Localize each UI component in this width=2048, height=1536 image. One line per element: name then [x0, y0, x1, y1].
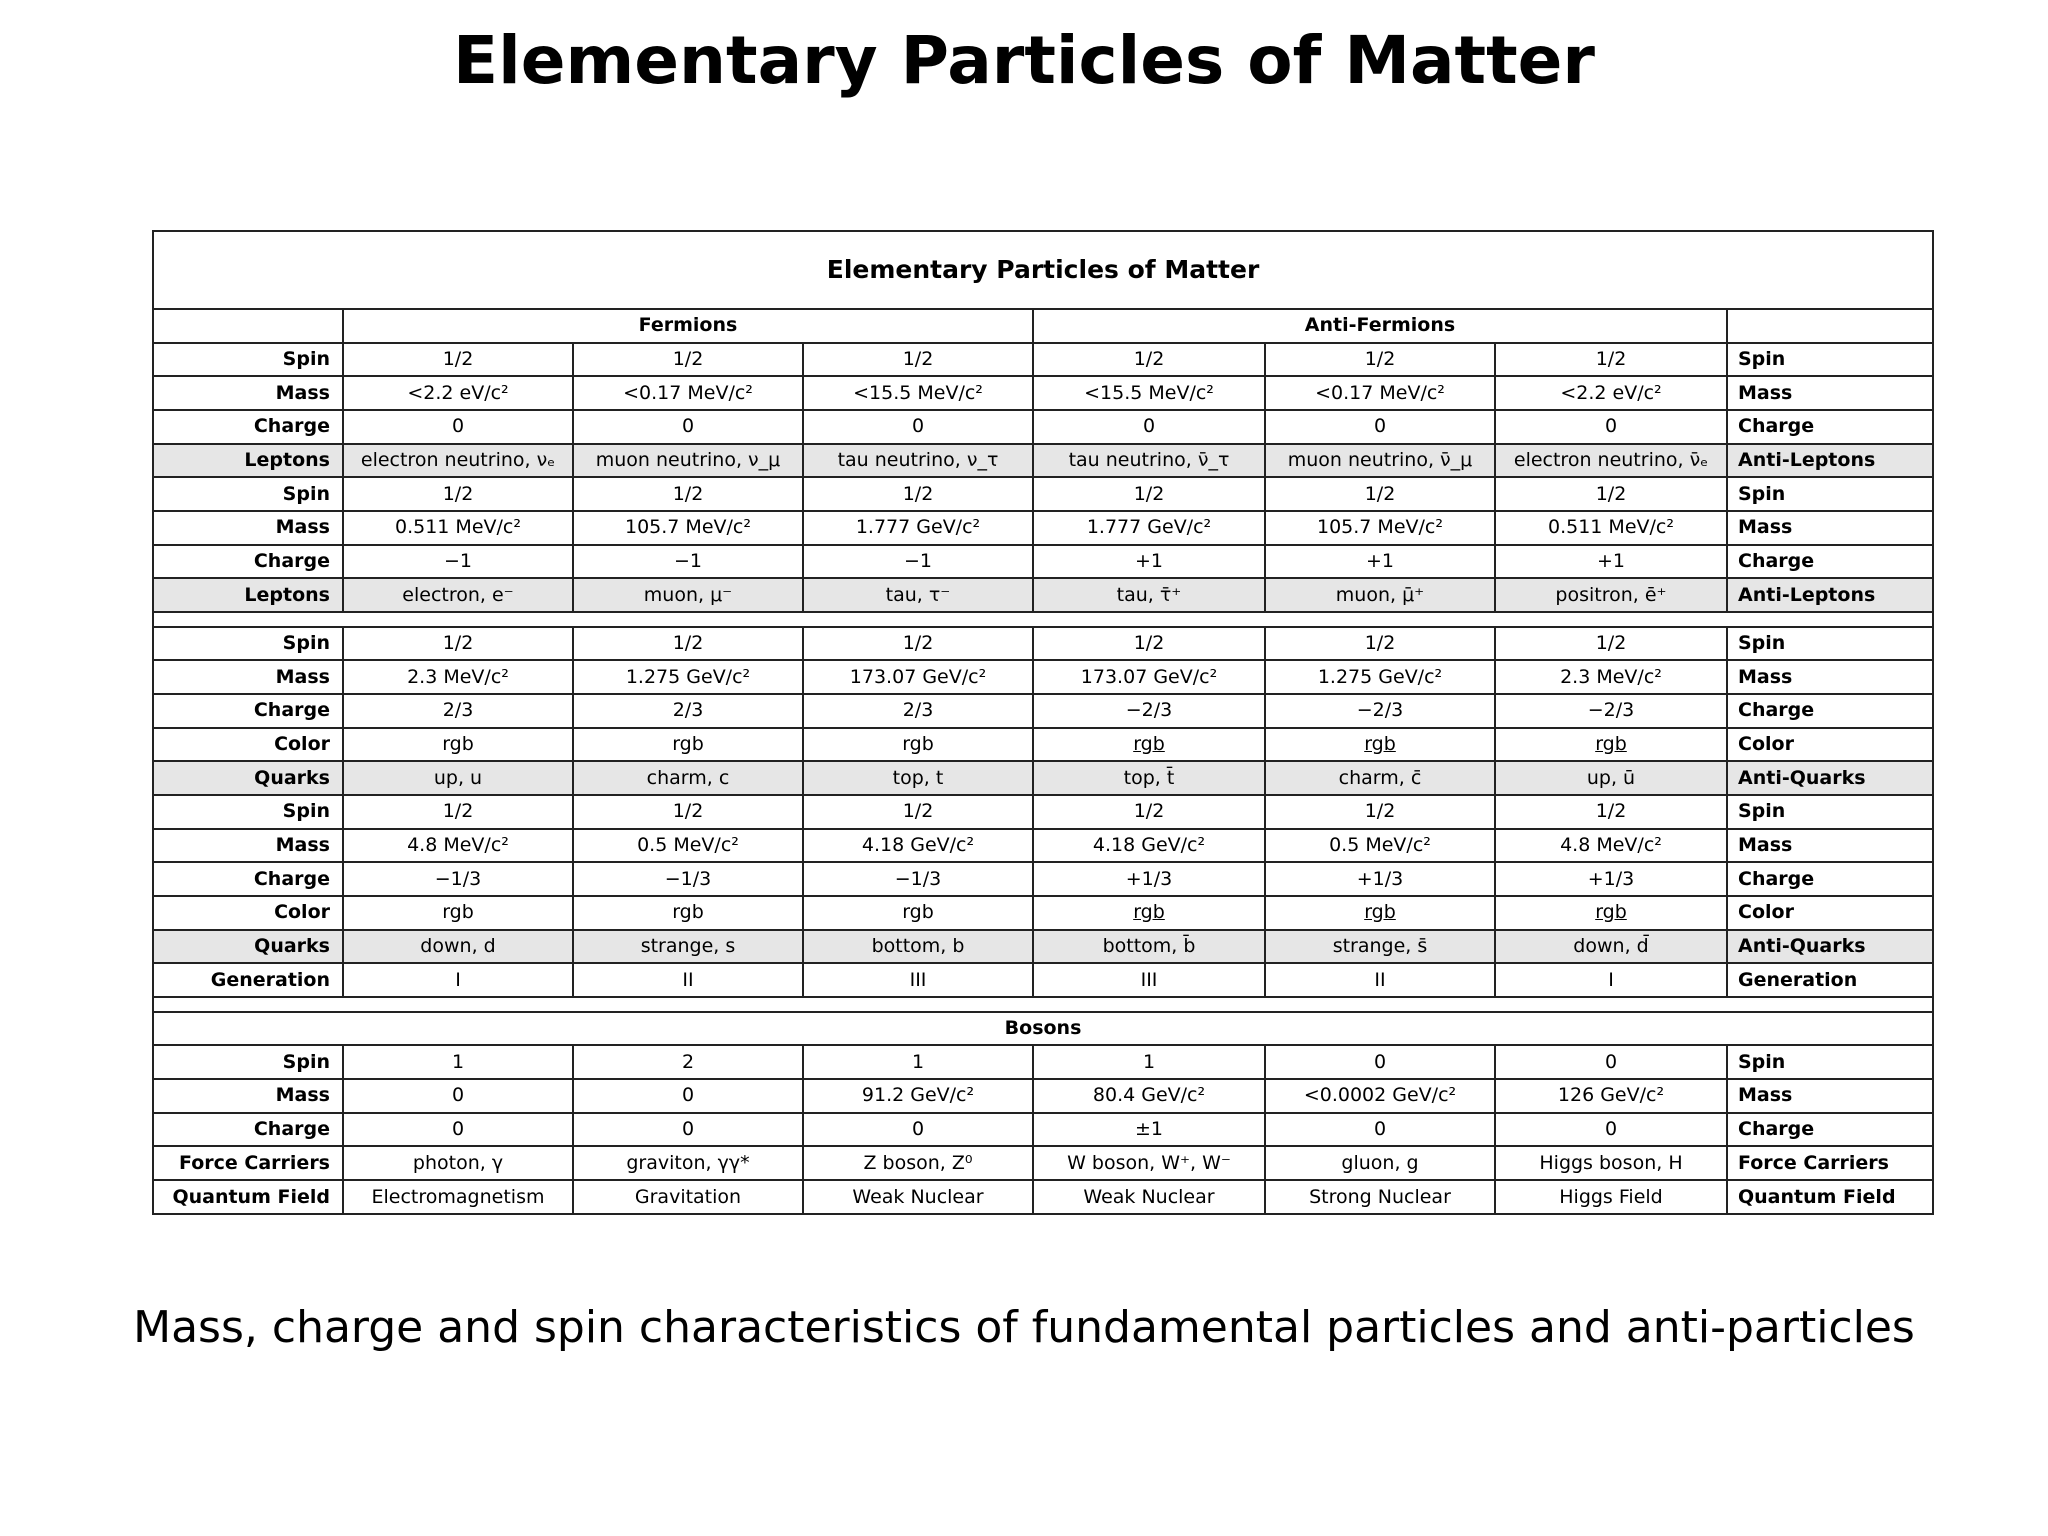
- table-cell: tau, τ⁻: [803, 578, 1033, 612]
- table-cell: 0: [343, 410, 573, 444]
- table-cell: −1: [573, 545, 803, 579]
- table-title: Elementary Particles of Matter: [153, 231, 1933, 309]
- gap-cell: [153, 997, 1933, 1012]
- table-cell: <2.2 eV/c²: [1495, 376, 1727, 410]
- table-cell: bottom, b: [803, 930, 1033, 964]
- table-cell: 1/2: [573, 795, 803, 829]
- table-cell: gluon, g: [1265, 1146, 1495, 1180]
- table-cell: 0: [1495, 1045, 1727, 1079]
- table-cell: muon, μ⁻: [573, 578, 803, 612]
- table-cell: −1/3: [343, 862, 573, 896]
- table-cell: 1/2: [1033, 795, 1265, 829]
- table-cell: 105.7 MeV/c²: [573, 511, 803, 545]
- row-label-left: Spin: [153, 795, 343, 829]
- table-cell: Strong Nuclear: [1265, 1180, 1495, 1214]
- table-cell: rgb: [343, 728, 573, 762]
- table-cell: <0.17 MeV/c²: [1265, 376, 1495, 410]
- table-cell: 1/2: [1265, 477, 1495, 511]
- table-cell: rgb: [1265, 896, 1495, 930]
- table-cell: +1/3: [1495, 862, 1727, 896]
- row-label-right: Quantum Field: [1727, 1180, 1933, 1214]
- particle-table: [152, 230, 1934, 1215]
- table-cell: rgb: [573, 896, 803, 930]
- table-cell: photon, γ: [343, 1146, 573, 1180]
- table-cell: muon neutrino, ν_μ: [573, 444, 803, 478]
- table-cell: 1/2: [343, 627, 573, 661]
- row-label-right: Spin: [1727, 343, 1933, 377]
- table-cell: 4.18 GeV/c²: [803, 829, 1033, 863]
- table-cell: 80.4 GeV/c²: [1033, 1079, 1265, 1113]
- table-cell: 1/2: [1033, 477, 1265, 511]
- table-cell: 1/2: [1265, 627, 1495, 661]
- table-cell: rgb: [343, 896, 573, 930]
- table-cell: 0.5 MeV/c²: [573, 829, 803, 863]
- table-cell: muon neutrino, ν̄_μ: [1265, 444, 1495, 478]
- table-row: [153, 829, 1933, 863]
- table-cell: +1: [1033, 545, 1265, 579]
- table-cell: 2.3 MeV/c²: [343, 660, 573, 694]
- table-cell: −1: [343, 545, 573, 579]
- table-cell: 1.777 GeV/c²: [1033, 511, 1265, 545]
- row-label-right: Charge: [1727, 694, 1933, 728]
- table-cell: 0: [343, 1079, 573, 1113]
- table-row: [153, 1146, 1933, 1180]
- row-label-left: Color: [153, 728, 343, 762]
- table-cell: <0.17 MeV/c²: [573, 376, 803, 410]
- table-cell: 1/2: [1495, 795, 1727, 829]
- table-cell: electron, e⁻: [343, 578, 573, 612]
- table-cell: rgb: [1495, 728, 1727, 762]
- table-cell: 1/2: [803, 477, 1033, 511]
- table-cell: 0.511 MeV/c²: [343, 511, 573, 545]
- table-cell: tau, τ̄⁺: [1033, 578, 1265, 612]
- row-label-left: Force Carriers: [153, 1146, 343, 1180]
- table-cell: graviton, γγ*: [573, 1146, 803, 1180]
- table-row: [153, 477, 1933, 511]
- table-row: [153, 627, 1933, 661]
- table-cell: 0: [573, 410, 803, 444]
- table-cell: up, u: [343, 761, 573, 795]
- table-row: [153, 410, 1933, 444]
- table-cell: positron, ē⁺: [1495, 578, 1727, 612]
- row-label-left: Color: [153, 896, 343, 930]
- table-row: [153, 1113, 1933, 1147]
- table-row: [153, 963, 1933, 997]
- row-label-right: Spin: [1727, 1045, 1933, 1079]
- particle-table-container: [152, 230, 1932, 1215]
- empty-cell: [153, 309, 343, 343]
- table-cell: 1.275 GeV/c²: [573, 660, 803, 694]
- table-cell: 0: [573, 1113, 803, 1147]
- table-cell: tau neutrino, ν_τ: [803, 444, 1033, 478]
- table-cell: 1.777 GeV/c²: [803, 511, 1033, 545]
- table-cell: 0: [1495, 1113, 1727, 1147]
- table-row: [153, 694, 1933, 728]
- table-cell: 1/2: [803, 627, 1033, 661]
- table-cell: 1: [803, 1045, 1033, 1079]
- table-cell: 0: [803, 410, 1033, 444]
- row-label-right: Mass: [1727, 829, 1933, 863]
- table-cell: 126 GeV/c²: [1495, 1079, 1727, 1113]
- row-label-right: Spin: [1727, 795, 1933, 829]
- row-label-right: Color: [1727, 728, 1933, 762]
- gap-cell: [153, 612, 1933, 627]
- table-cell: Higgs Field: [1495, 1180, 1727, 1214]
- row-label-right: Anti-Leptons: [1727, 444, 1933, 478]
- table-cell: Gravitation: [573, 1180, 803, 1214]
- table-cell: +1: [1265, 545, 1495, 579]
- row-label-left: Spin: [153, 343, 343, 377]
- table-cell: 1/2: [1495, 627, 1727, 661]
- gap-row: [153, 997, 1933, 1012]
- table-row: [153, 896, 1933, 930]
- table-cell: 0: [1265, 410, 1495, 444]
- table-cell: Higgs boson, H: [1495, 1146, 1727, 1180]
- table-cell: III: [803, 963, 1033, 997]
- table-cell: I: [343, 963, 573, 997]
- table-cell: <2.2 eV/c²: [343, 376, 573, 410]
- table-cell: 1/2: [1033, 627, 1265, 661]
- table-cell: 1/2: [803, 343, 1033, 377]
- table-row: [153, 511, 1933, 545]
- table-cell: II: [1265, 963, 1495, 997]
- table-row: [153, 761, 1933, 795]
- table-cell: Electromagnetism: [343, 1180, 573, 1214]
- table-cell: 0: [1265, 1045, 1495, 1079]
- row-label-right: Spin: [1727, 477, 1933, 511]
- row-label-right: Mass: [1727, 511, 1933, 545]
- table-cell: bottom, b̄: [1033, 930, 1265, 964]
- table-cell: 1: [343, 1045, 573, 1079]
- table-cell: +1/3: [1265, 862, 1495, 896]
- table-cell: 1/2: [343, 477, 573, 511]
- table-cell: muon, μ̄⁺: [1265, 578, 1495, 612]
- row-label-left: Mass: [153, 660, 343, 694]
- table-cell: strange, s: [573, 930, 803, 964]
- table-cell: II: [573, 963, 803, 997]
- table-cell: 2/3: [573, 694, 803, 728]
- row-label-right: Mass: [1727, 660, 1933, 694]
- empty-cell: [1727, 309, 1933, 343]
- table-cell: III: [1033, 963, 1265, 997]
- table-row: [153, 343, 1933, 377]
- table-row: [153, 660, 1933, 694]
- table-cell: 105.7 MeV/c²: [1265, 511, 1495, 545]
- table-cell: ±1: [1033, 1113, 1265, 1147]
- table-cell: 1: [1033, 1045, 1265, 1079]
- table-cell: 1/2: [1265, 343, 1495, 377]
- fermions-header: Fermions: [343, 309, 1033, 343]
- table-cell: 0: [1033, 410, 1265, 444]
- table-row: [153, 795, 1933, 829]
- table-row: [153, 862, 1933, 896]
- table-row: [153, 930, 1933, 964]
- table-cell: rgb: [1033, 728, 1265, 762]
- table-cell: −1/3: [573, 862, 803, 896]
- row-label-right: Mass: [1727, 376, 1933, 410]
- table-row: [153, 728, 1933, 762]
- table-cell: 1/2: [1495, 477, 1727, 511]
- table-cell: 4.8 MeV/c²: [343, 829, 573, 863]
- table-cell: 2.3 MeV/c²: [1495, 660, 1727, 694]
- table-cell: I: [1495, 963, 1727, 997]
- row-label-right: Charge: [1727, 410, 1933, 444]
- table-cell: top, t: [803, 761, 1033, 795]
- table-cell: +1/3: [1033, 862, 1265, 896]
- row-label-right: Charge: [1727, 862, 1933, 896]
- row-label-right: Color: [1727, 896, 1933, 930]
- anti-fermions-header: Anti-Fermions: [1033, 309, 1727, 343]
- table-cell: 2: [573, 1045, 803, 1079]
- row-label-right: Generation: [1727, 963, 1933, 997]
- row-label-right: Charge: [1727, 545, 1933, 579]
- table-cell: −2/3: [1495, 694, 1727, 728]
- table-cell: −2/3: [1033, 694, 1265, 728]
- table-cell: charm, c: [573, 761, 803, 795]
- table-cell: rgb: [1265, 728, 1495, 762]
- table-cell: 4.18 GeV/c²: [1033, 829, 1265, 863]
- table-cell: 0.511 MeV/c²: [1495, 511, 1727, 545]
- row-label-left: Charge: [153, 694, 343, 728]
- table-row: [153, 545, 1933, 579]
- row-label-right: Anti-Quarks: [1727, 761, 1933, 795]
- table-cell: 0.5 MeV/c²: [1265, 829, 1495, 863]
- table-cell: Weak Nuclear: [803, 1180, 1033, 1214]
- row-label-right: Anti-Quarks: [1727, 930, 1933, 964]
- table-cell: strange, s̄: [1265, 930, 1495, 964]
- table-cell: +1: [1495, 545, 1727, 579]
- table-cell: Weak Nuclear: [1033, 1180, 1265, 1214]
- table-cell: 1/2: [803, 795, 1033, 829]
- table-cell: electron neutrino, νₑ: [343, 444, 573, 478]
- table-cell: rgb: [803, 896, 1033, 930]
- row-label-left: Quarks: [153, 761, 343, 795]
- table-row: [153, 1079, 1933, 1113]
- table-cell: 1/2: [1033, 343, 1265, 377]
- row-label-left: Spin: [153, 1045, 343, 1079]
- table-cell: 0: [1495, 410, 1727, 444]
- gap-row: [153, 612, 1933, 627]
- row-label-left: Quantum Field: [153, 1180, 343, 1214]
- table-cell: −2/3: [1265, 694, 1495, 728]
- row-label-left: Mass: [153, 1079, 343, 1113]
- table-cell: Z boson, Z⁰: [803, 1146, 1033, 1180]
- table-cell: 1/2: [343, 343, 573, 377]
- row-label-left: Leptons: [153, 578, 343, 612]
- bosons-header: Bosons: [153, 1012, 1933, 1046]
- table-cell: 2/3: [343, 694, 573, 728]
- table-cell: <0.0002 GeV/c²: [1265, 1079, 1495, 1113]
- table-cell: <15.5 MeV/c²: [803, 376, 1033, 410]
- table-cell: top, t̄: [1033, 761, 1265, 795]
- row-label-left: Quarks: [153, 930, 343, 964]
- row-label-right: Force Carriers: [1727, 1146, 1933, 1180]
- table-cell: 1/2: [343, 795, 573, 829]
- table-row: [153, 578, 1933, 612]
- table-row: [153, 1180, 1933, 1214]
- bosons-header-row: [153, 1012, 1933, 1046]
- table-cell: 1/2: [573, 477, 803, 511]
- table-cell: W boson, W⁺, W⁻: [1033, 1146, 1265, 1180]
- table-cell: rgb: [1495, 896, 1727, 930]
- table-cell: rgb: [803, 728, 1033, 762]
- caption: Mass, charge and spin characteristics of fundamental particles and anti-particles: [133, 1302, 1915, 1353]
- table-cell: down, d̄: [1495, 930, 1727, 964]
- table-cell: 0: [1265, 1113, 1495, 1147]
- row-label-right: Charge: [1727, 1113, 1933, 1147]
- row-label-left: Charge: [153, 862, 343, 896]
- table-row: [153, 1045, 1933, 1079]
- row-label-left: Leptons: [153, 444, 343, 478]
- table-cell: up, ū: [1495, 761, 1727, 795]
- row-label-left: Mass: [153, 376, 343, 410]
- table-cell: 173.07 GeV/c²: [1033, 660, 1265, 694]
- row-label-left: Spin: [153, 627, 343, 661]
- table-cell: 0: [803, 1113, 1033, 1147]
- table-cell: rgb: [1033, 896, 1265, 930]
- page-title: Elementary Particles of Matter: [453, 22, 1595, 99]
- table-cell: 1/2: [573, 343, 803, 377]
- row-label-left: Charge: [153, 545, 343, 579]
- row-label-right: Mass: [1727, 1079, 1933, 1113]
- table-cell: 1/2: [1495, 343, 1727, 377]
- row-label-left: Charge: [153, 410, 343, 444]
- table-cell: −1: [803, 545, 1033, 579]
- row-label-left: Charge: [153, 1113, 343, 1147]
- row-label-left: Mass: [153, 829, 343, 863]
- table-cell: 173.07 GeV/c²: [803, 660, 1033, 694]
- table-row: [153, 376, 1933, 410]
- table-cell: <15.5 MeV/c²: [1033, 376, 1265, 410]
- table-cell: down, d: [343, 930, 573, 964]
- table-cell: electron neutrino, ν̄ₑ: [1495, 444, 1727, 478]
- table-cell: 1/2: [573, 627, 803, 661]
- table-cell: rgb: [573, 728, 803, 762]
- table-cell: 1/2: [1265, 795, 1495, 829]
- table-cell: charm, c̄: [1265, 761, 1495, 795]
- table-cell: 2/3: [803, 694, 1033, 728]
- table-cell: tau neutrino, ν̄_τ: [1033, 444, 1265, 478]
- table-cell: 91.2 GeV/c²: [803, 1079, 1033, 1113]
- row-label-right: Spin: [1727, 627, 1933, 661]
- table-cell: 0: [343, 1113, 573, 1147]
- row-label-left: Mass: [153, 511, 343, 545]
- table-cell: 4.8 MeV/c²: [1495, 829, 1727, 863]
- table-cell: −1/3: [803, 862, 1033, 896]
- row-label-left: Generation: [153, 963, 343, 997]
- table-cell: 0: [573, 1079, 803, 1113]
- table-cell: 1.275 GeV/c²: [1265, 660, 1495, 694]
- row-label-right: Anti-Leptons: [1727, 578, 1933, 612]
- row-label-left: Spin: [153, 477, 343, 511]
- table-row: [153, 444, 1933, 478]
